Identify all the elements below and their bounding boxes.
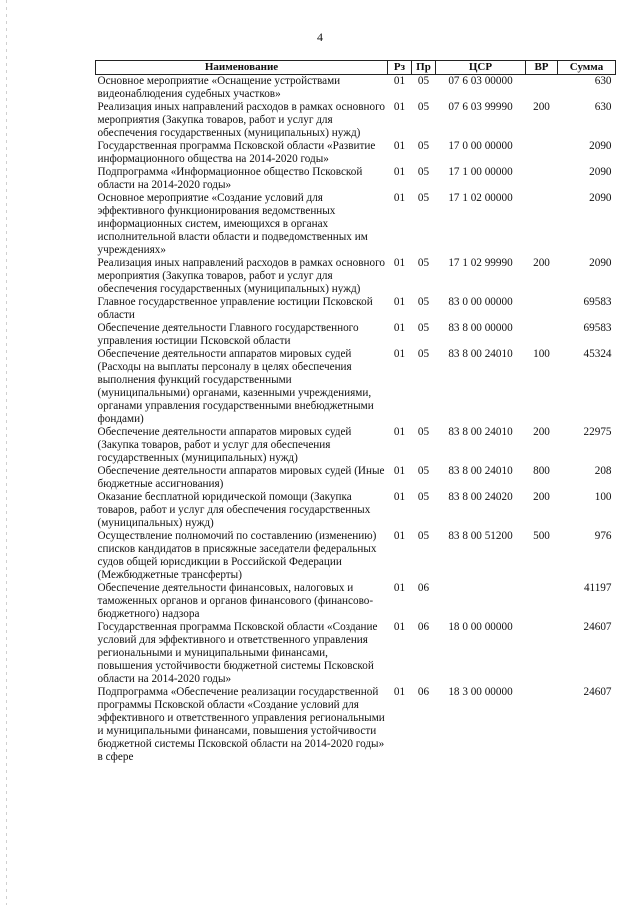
cell-csr: 17 1 02 99990 xyxy=(448,257,513,269)
cell-vr xyxy=(526,75,558,102)
cell-name: Обеспечение деятельности аппаратов мировых судей (Расходы на выплаты персоналу в целях обеспечения выполнения функций государственными (муниципальными) органами, казенными учреждениями, органами управления государственными внебюджетными фондами) xyxy=(97,348,374,425)
table-row xyxy=(96,491,616,530)
cell-pr: 05 xyxy=(417,465,430,477)
table-header-row xyxy=(96,61,616,75)
cell-rz: 01 xyxy=(393,582,406,594)
cell-pr: 05 xyxy=(417,426,430,438)
cell-rz: 01 xyxy=(393,140,406,152)
header-pr: Пр xyxy=(412,61,436,75)
cell-rz: 01 xyxy=(393,686,406,698)
cell-pr: 05 xyxy=(417,296,430,308)
cell-csr: 18 0 00 00000 xyxy=(448,621,513,633)
cell-vr: 800 xyxy=(533,465,550,477)
cell-name: Реализация иных направлений расходов в рамках основного мероприятия (Закупка товаров, работ и услуг для обеспечения государственных (муниципальных) нужд) xyxy=(97,257,385,295)
cell-sum: 208 xyxy=(594,465,612,477)
cell-csr: 83 8 00 24010 xyxy=(448,426,513,438)
cell-csr: 83 8 00 24020 xyxy=(448,491,513,503)
cell-rz: 01 xyxy=(393,491,406,503)
cell-name: Подпрограмма «Обеспечение реализации государственной программы Псковской области «Создание условий для эффективного и ответственного управления региональными и муниципальными финансами, повышения устойчивости бюджетной системы Псковской области на 2014-2020 годы» в сфере xyxy=(97,686,385,763)
cell-rz: 01 xyxy=(393,465,406,477)
cell-sum: 45324 xyxy=(583,348,612,360)
cell-rz: 01 xyxy=(393,322,406,334)
cell-vr: 100 xyxy=(533,348,550,360)
cell-rz: 01 xyxy=(393,166,406,178)
cell-name: Основное мероприятие «Создание условий для эффективного функционирования ведомственных информационных систем, имеющихся в органах исполнительной власти области и подведомственных им учреждениях» xyxy=(97,192,368,256)
cell-csr: 17 1 00 00000 xyxy=(448,166,513,178)
table-row xyxy=(96,296,616,322)
cell-sum: 69583 xyxy=(583,322,612,334)
cell-rz: 01 xyxy=(393,101,406,113)
cell-pr: 05 xyxy=(412,75,436,102)
table-row xyxy=(96,426,616,465)
cell-name: Обеспечение деятельности финансовых, налоговых и таможенных органов и органов финансового (финансово-бюджетного) надзора xyxy=(97,582,374,620)
cell-rz: 01 xyxy=(393,296,406,308)
table-row xyxy=(96,140,616,166)
cell-sum: 2090 xyxy=(589,140,612,152)
table-row xyxy=(96,101,616,140)
cell-pr: 05 xyxy=(417,491,430,503)
cell-csr: 83 8 00 51200 xyxy=(448,530,513,542)
cell-vr xyxy=(526,686,558,764)
cell-pr: 05 xyxy=(417,140,430,152)
cell-rz: 01 xyxy=(393,348,406,360)
header-csr: ЦСР xyxy=(436,61,526,75)
cell-csr: 83 8 00 24010 xyxy=(448,348,513,360)
table-row xyxy=(96,166,616,192)
cell-sum: 100 xyxy=(594,491,612,503)
cell-name: Обеспечение деятельности аппаратов мировых судей (Иные бюджетные ассигнования) xyxy=(97,465,385,490)
cell-pr: 06 xyxy=(417,686,430,698)
cell-vr: 500 xyxy=(533,530,550,542)
budget-table xyxy=(95,60,616,764)
cell-rz: 01 xyxy=(388,75,412,102)
cell-sum: 41197 xyxy=(583,582,612,594)
cell-sum: 630 xyxy=(594,101,612,113)
cell-csr: 17 0 00 00000 xyxy=(448,140,513,152)
cell-csr: 18 3 00 00000 xyxy=(448,686,513,698)
cell-name: Реализация иных направлений расходов в рамках основного мероприятия (Закупка товаров, работ и услуг для обеспечения государственных (муниципальных) нужд) xyxy=(97,101,385,139)
table-row xyxy=(96,192,616,257)
cell-vr xyxy=(526,192,558,257)
cell-name: Оказание бесплатной юридической помощи (Закупка товаров, работ и услуг для обеспечения государственных (муниципальных) нужд) xyxy=(97,491,371,529)
cell-name: Подпрограмма «Информационное общество Псковской области на 2014-2020 годы» xyxy=(97,166,363,191)
header-rz: Рз xyxy=(388,61,412,75)
table-row xyxy=(96,322,616,348)
cell-vr xyxy=(526,296,558,322)
cell-pr: 06 xyxy=(417,621,430,633)
cell-vr xyxy=(526,582,558,621)
cell-vr: 200 xyxy=(533,101,550,113)
cell-csr: 83 8 00 24010 xyxy=(448,465,513,477)
cell-sum: 630 xyxy=(558,75,616,102)
cell-sum: 2090 xyxy=(589,257,612,269)
table-body xyxy=(96,75,616,765)
cell-name: Государственная программа Псковской области «Создание условий для эффективного и ответственного управления региональными и муниципальными финансами, повышения устойчивости бюджетной системы Псковской области на 2014-2020 годы» xyxy=(97,621,378,685)
cell-sum: 2090 xyxy=(589,192,612,204)
cell-csr: 83 8 00 00000 xyxy=(448,322,513,334)
cell-name: Осуществление полномочий по составлению (изменению) списков кандидатов в присяжные заседатели федеральных судов общей юрисдикции в Российской Федерации (Межбюджетные трансферты) xyxy=(97,530,377,581)
cell-pr: 05 xyxy=(417,192,430,204)
cell-name: Основное мероприятие «Оснащение устройствами видеонаблюдения судебных участков» xyxy=(96,75,388,102)
cell-vr: 200 xyxy=(533,257,550,269)
cell-name: Обеспечение деятельности аппаратов мировых судей (Закупка товаров, работ и услуг для обеспечения государственных (муниципальных) нужд) xyxy=(97,426,352,464)
cell-vr: 200 xyxy=(533,491,550,503)
cell-name: Обеспечение деятельности Главного государственного управления юстиции Псковской области xyxy=(97,322,359,347)
cell-rz: 01 xyxy=(393,530,406,542)
cell-vr xyxy=(526,140,558,166)
cell-vr xyxy=(526,322,558,348)
header-sum: Сумма xyxy=(558,61,616,75)
table-row xyxy=(96,348,616,426)
cell-sum: 69583 xyxy=(583,296,612,308)
cell-rz: 01 xyxy=(393,621,406,633)
cell-sum: 24607 xyxy=(583,621,612,633)
header-name: Наименование xyxy=(96,61,388,75)
cell-csr: 83 0 00 00000 xyxy=(448,296,513,308)
cell-pr: 05 xyxy=(417,348,430,360)
cell-rz: 01 xyxy=(393,257,406,269)
table-row xyxy=(96,582,616,621)
page-number: 4 xyxy=(317,30,323,44)
cell-sum: 24607 xyxy=(583,686,612,698)
cell-sum: 22975 xyxy=(583,426,612,438)
cell-rz: 01 xyxy=(393,192,406,204)
cell-vr: 200 xyxy=(533,426,550,438)
cell-sum: 976 xyxy=(594,530,612,542)
header-vr: ВР xyxy=(526,61,558,75)
cell-csr xyxy=(436,582,526,621)
cell-name: Государственная программа Псковской области «Развитие информационного общества на 2014-2020 годы» xyxy=(97,140,376,165)
cell-csr: 17 1 02 00000 xyxy=(448,192,513,204)
cell-vr xyxy=(526,621,558,686)
table-row xyxy=(96,257,616,296)
cell-sum: 2090 xyxy=(589,166,612,178)
table-row xyxy=(96,465,616,491)
table-row xyxy=(96,621,616,686)
cell-vr xyxy=(526,166,558,192)
table-row xyxy=(96,75,616,102)
scan-edge-artifact xyxy=(6,0,7,905)
cell-pr: 05 xyxy=(417,101,430,113)
cell-name: Главное государственное управление юстиции Псковской области xyxy=(97,296,373,321)
cell-rz: 01 xyxy=(393,426,406,438)
cell-csr: 07 6 03 99990 xyxy=(448,101,513,113)
cell-pr: 05 xyxy=(417,530,430,542)
cell-pr: 05 xyxy=(417,322,430,334)
table-row xyxy=(96,530,616,582)
cell-pr: 06 xyxy=(417,582,430,594)
cell-pr: 05 xyxy=(417,166,430,178)
cell-csr: 07 6 03 00000 xyxy=(436,75,526,102)
cell-pr: 05 xyxy=(417,257,430,269)
table-row xyxy=(96,686,616,764)
